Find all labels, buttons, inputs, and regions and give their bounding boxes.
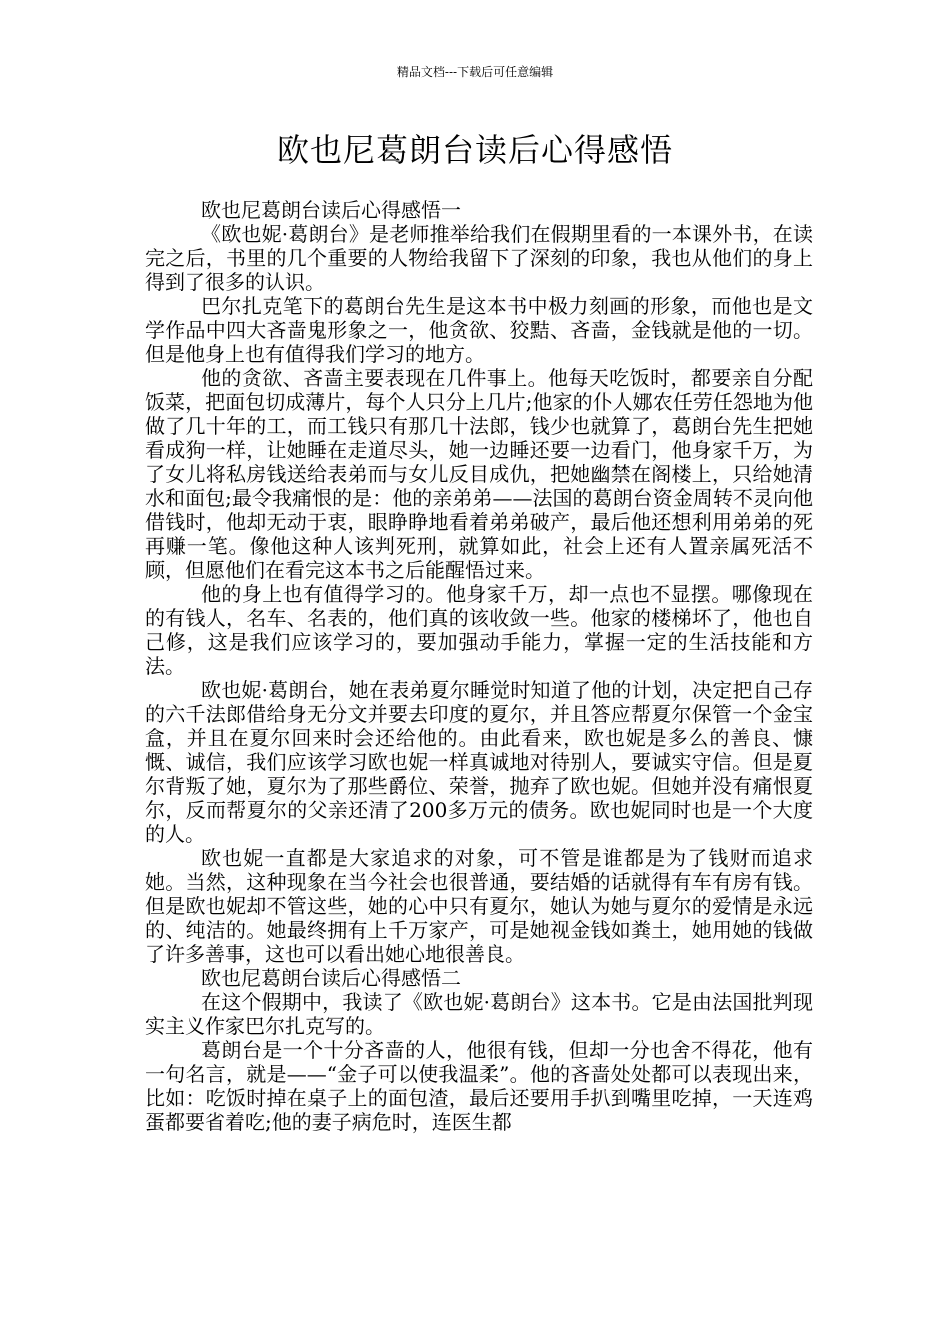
document-title: 欧也尼葛朗台读后心得感悟 xyxy=(276,131,673,169)
paragraph: 巴尔扎克笔下的葛朗台先生是这本书中极力刻画的形象，而他也是文学作品中四大吝啬鬼形象之一，他贪欲、狡黠、吝啬，金钱就是他的一切。但是他身上也有值得我们学习的地方。 xyxy=(145,294,813,366)
paragraph: 《欧也妮·葛朗台》是老师推举给我们在假期里看的一本课外书，在读完之后，书里的几个重要的人物给我留下了深刻的印象，我也从他们的身上得到了很多的认识。 xyxy=(145,222,813,294)
paragraph: 在这个假期中，我读了《欧也妮·葛朗台》这本书。它是由法国批判现实主义作家巴尔扎克写的。 xyxy=(145,990,813,1038)
section-heading-1: 欧也尼葛朗台读后心得感悟一 xyxy=(201,198,461,222)
paragraph: 欧也妮一直都是大家追求的对象，可不管是谁都是为了钱财而追求她。当然，这种现象在当今社会也很普通，要结婚的话就得有车有房有钱。但是欧也妮却不管这些，她的心中只有夏尔，她认为她与夏尔的爱情是永远的、纯洁的。她最终拥有上千万家产，可是她视金钱如粪土，她用她的钱做了许多善事，这也可以看出她心地很善良。 xyxy=(145,846,813,966)
paragraph: 他的身上也有值得学习的。他身家千万，却一点也不显摆。哪像现在的有钱人，名车、名表的，他们真的该收敛一些。他家的楼梯坏了，他也自己修，这是我们应该学习的，要加强动手能力，掌握一定的生活技能和方法。 xyxy=(145,582,813,678)
paragraph: 葛朗台是一个十分吝啬的人，他很有钱，但却一分也舍不得花，他有一句名言，就是——“金子可以使我温柔”。他的吝啬处处都可以表现出来，比如：吃饭时掉在桌子上的面包渣，最后还要用手扒到嘴里吃掉，一天连鸡蛋都要省着吃;他的妻子病危时，连医生都 xyxy=(145,1038,813,1134)
paragraph: 他的贪欲、吝啬主要表现在几件事上。他每天吃饭时，都要亲自分配饭菜，把面包切成薄片，每个人只分上几片;他家的仆人娜农任劳任怨地为他做了几十年的工，而工钱只有那几十法郎，钱少也就算了，葛朗台先生把她看成狗一样，让她睡在走道尽头，她一边睡还要一边看门，他身家千万，为了女儿将私房钱送给表弟而与女儿反目成仇，把她幽禁在阁楼上，只给她清水和面包;最令我痛恨的是：他的亲弟弟——法国的葛朗台资金周转不灵向他借钱时，他却无动于衷，眼睁睁地看着弟弟破产，最后他还想利用弟弟的死再赚一笔。像他这种人该判死刑，就算如此，社会上还有人置亲属死活不顾，但愿他们在看完这本书之后能醒悟过来。 xyxy=(145,366,813,582)
page-header: 精品文档---下载后可任意编辑 xyxy=(396,65,554,79)
document-body xyxy=(145,198,813,1134)
section-heading-2: 欧也尼葛朗台读后心得感悟二 xyxy=(201,966,461,990)
paragraph: 欧也妮·葛朗台，她在表弟夏尔睡觉时知道了他的计划，决定把自己存的六千法郎借给身无分文并要去印度的夏尔，并且答应帮夏尔保管一个金宝盒，并且在夏尔回来时会还给他的。由此看来，欧也妮是多么的善良、慷慨、诚信，我们应该学习欧也妮一样真诚地对待别人，要诚实守信。但是夏尔背叛了她，夏尔为了那些爵位、荣誉，抛弃了欧也妮。但她并没有痛恨夏尔，反而帮夏尔的父亲还清了200多万元的债务。欧也妮同时也是一个大度的人。 xyxy=(145,678,813,846)
